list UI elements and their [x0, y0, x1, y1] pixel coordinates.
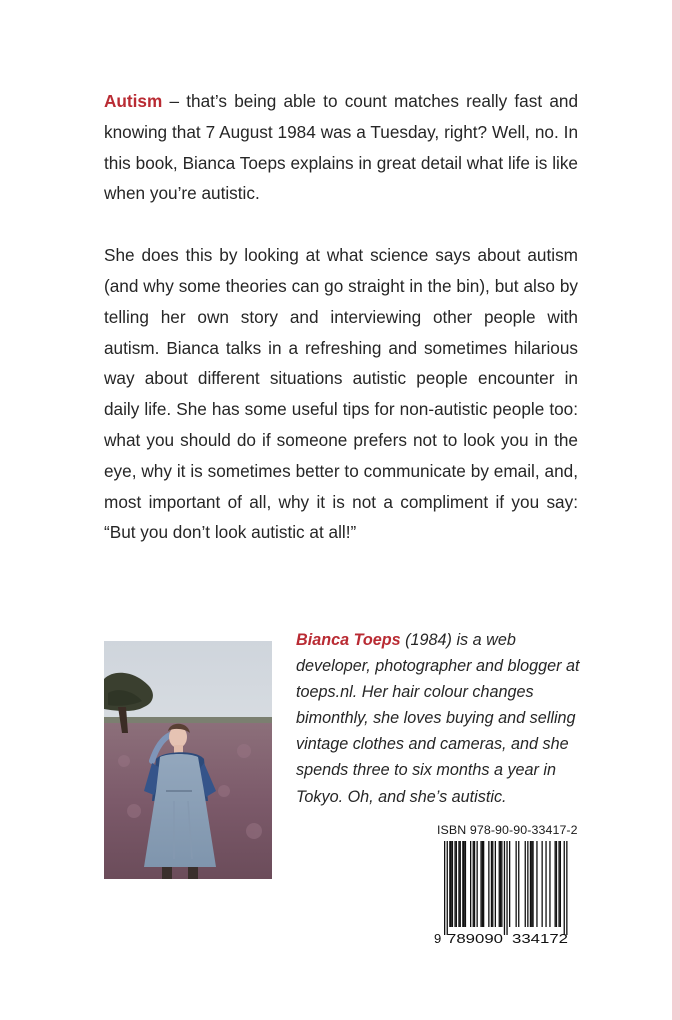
barcode-bar [495, 841, 496, 927]
spine-edge-strip [672, 0, 680, 1020]
barcode-bar [501, 841, 502, 927]
barcode-bar [470, 841, 471, 927]
author-photo [104, 641, 272, 879]
barcode-bar [564, 841, 565, 935]
barcode-bar [465, 841, 466, 927]
barcode-bar [482, 841, 483, 927]
barcode-bar [464, 841, 465, 927]
barcode-bar [454, 841, 455, 927]
barcode-bar [530, 841, 531, 927]
blurb-paragraph-2: She does this by looking at what science says about autism (and why some theories can go straight in the bin), but also by telling her own story and interviewing other people with autism. Bianca talks in a refreshing and sometimes hilarious way about different situations autistic people encounter in daily life. She has some useful tips for non-autistic people too: what you should do if someone prefers not to look you in the eye, why it is sometimes better to communicate by email, and, most important of all, why it is not a compliment if you say: “But you don’t look autistic at all!” [104, 245, 578, 543]
barcode-bar [492, 841, 493, 927]
barcode-bar [491, 841, 492, 927]
author-bio-text: (1984) is a web developer, photographer and blogger at toeps.nl. Her hair colour changes bimonthly, she loves buying and selling vintage clothes and cameras, and she spends three to six months a year in Tokyo. Oh, and she’s autistic. [296, 631, 580, 806]
barcode-bar [456, 841, 457, 927]
barcode-bar [532, 841, 533, 927]
barcode-bar [477, 841, 478, 927]
author-bio [296, 627, 580, 810]
barcode-bar [473, 841, 474, 927]
back-cover-blurb [104, 86, 578, 579]
author-name: Bianca Toeps [296, 631, 401, 649]
barcode-bar [480, 841, 481, 927]
author-photo-illustration [104, 641, 272, 879]
barcode-bar [474, 841, 475, 927]
barcode-bar [500, 841, 501, 927]
barcode-bar [531, 841, 532, 927]
barcode-bar [545, 841, 546, 927]
barcode-bar [516, 841, 517, 927]
barcode-bar [555, 841, 556, 927]
barcode-bar [527, 841, 528, 927]
barcode-bar [558, 841, 559, 927]
isbn-barcode [432, 841, 574, 947]
barcode-digits-right: 334172 [512, 931, 568, 946]
barcode-bar [566, 841, 567, 935]
barcode-bar [504, 841, 505, 935]
barcode-bar [458, 841, 459, 927]
barcode-bar [447, 841, 448, 935]
barcode-graphic [432, 841, 574, 947]
barcode-bar [462, 841, 463, 927]
barcode-bar [549, 841, 550, 927]
barcode-bar [509, 841, 510, 927]
blurb-highlight-word: Autism [104, 91, 163, 111]
barcode-bar [560, 841, 561, 927]
isbn-label: ISBN 978-90-90-33417-2 [437, 823, 578, 837]
barcode-bar [556, 841, 557, 927]
barcode-bar [452, 841, 453, 927]
barcode-bar [499, 841, 500, 927]
barcode-bar [542, 841, 543, 927]
barcode-bar [449, 841, 450, 927]
barcode-digit-first: 9 [434, 931, 442, 946]
barcode-bar [451, 841, 452, 927]
barcode-bar [460, 841, 461, 927]
barcode-bar [506, 841, 507, 935]
blurb-paragraph-1 [104, 86, 578, 209]
barcode-bar [525, 841, 526, 927]
barcode-bar [536, 841, 537, 927]
blurb-paragraph-1-text: – that’s being able to count matches really fast and knowing that 7 August 1984 was a Tuesday, right? Well, no. In this book, Bianca Toeps explains in great detail what life is like when you’re autistic. [104, 91, 578, 204]
barcode-bar [483, 841, 484, 927]
barcode-digits-left: 789090 [447, 931, 503, 946]
barcode-bar [444, 841, 445, 935]
barcode-bar [518, 841, 519, 927]
barcode-bar [488, 841, 489, 927]
